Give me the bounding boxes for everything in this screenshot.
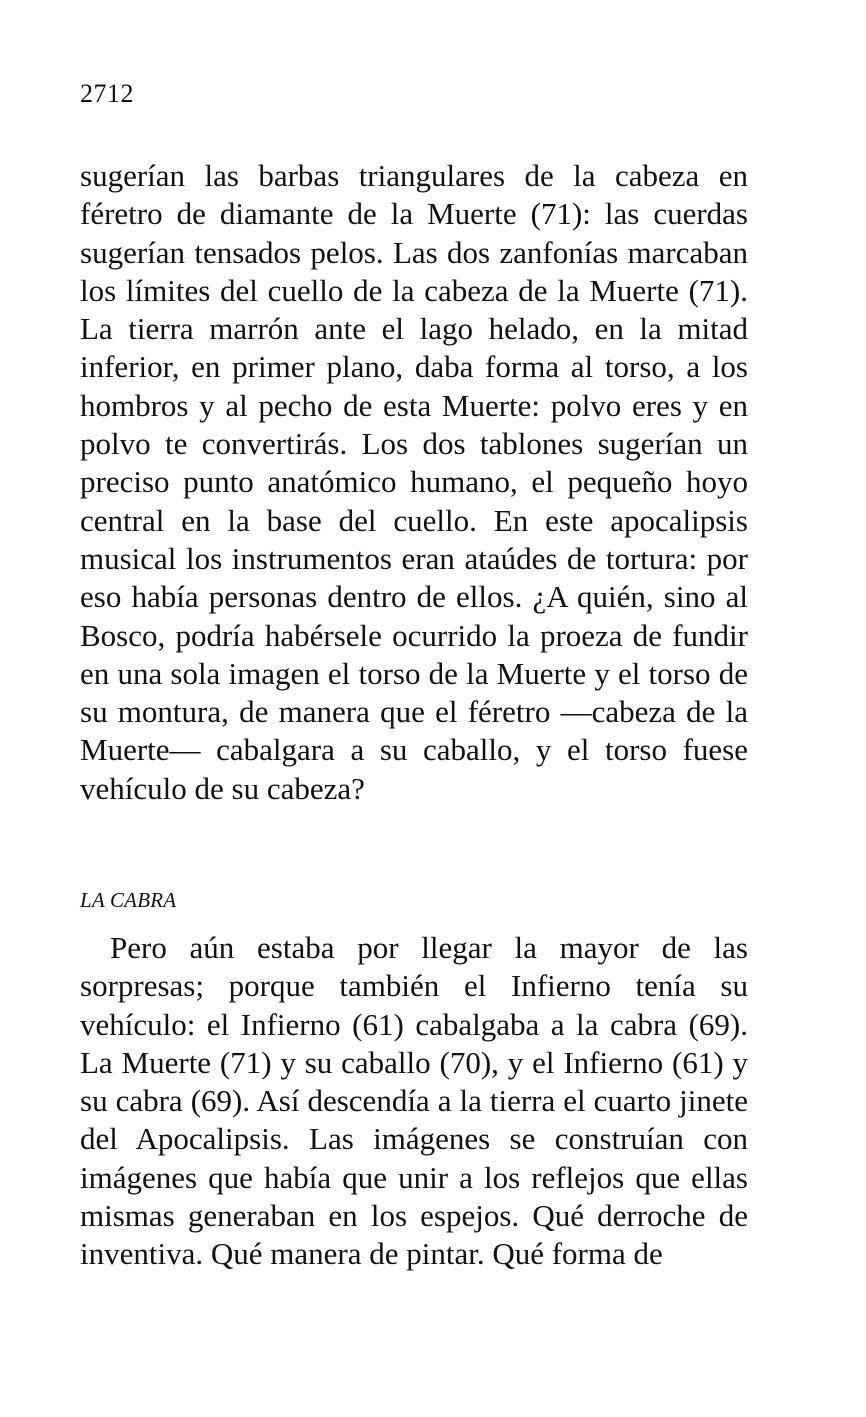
body-paragraph: Pero aún estaba por llegar la mayor de las sorpresas; porque también el Infierno tenía su vehículo: el Infierno (61) cabalgaba a la cabra (69). La Muerte (71) y su caballo (70), y el Infierno (61) y su cabra (69). Así descendía a la tierra el cuarto jinete del Apocalipsis. Las imágenes se construían con imágenes que había que unir a los reflejos que ellas mismas generaban en los espejos. Qué derroche de inventiva. Qué manera de pintar. Qué forma de [80,930,748,1272]
body-paragraph: sugerían las barbas triangulares de la cabeza en féretro de diamante de la Muerte (71): las cuerdas sugerían tensados pelos. Las dos zanfonías marcaban los límites del cuello de la cabeza de la Muerte (71). La tierra marrón ante el lago helado, en la mitad inferior, en primer plano, daba forma al torso, a los hombros y al pecho de esta Muerte: polvo eres y en polvo te convertirás. Los dos tablones sugerían un preciso punto anatómico humano, el pequeño hoyo central en la base del cuello. En este apocalipsis musical los instrumentos eran ataúdes de tortura: por eso había personas dentro de ellos. ¿A quién, sino al Bosco, podría habérsele ocurrido la proeza de fundir en una sola imagen el torso de la Muerte y el torso de su montura, de manera que el féretro —cabeza de la Muerte— cabalgara a su caballo, y el torso fuese vehículo de su cabeza? [80,158,748,806]
page-number: 2712 [80,79,134,108]
section-heading: LA CABRA [80,888,177,912]
